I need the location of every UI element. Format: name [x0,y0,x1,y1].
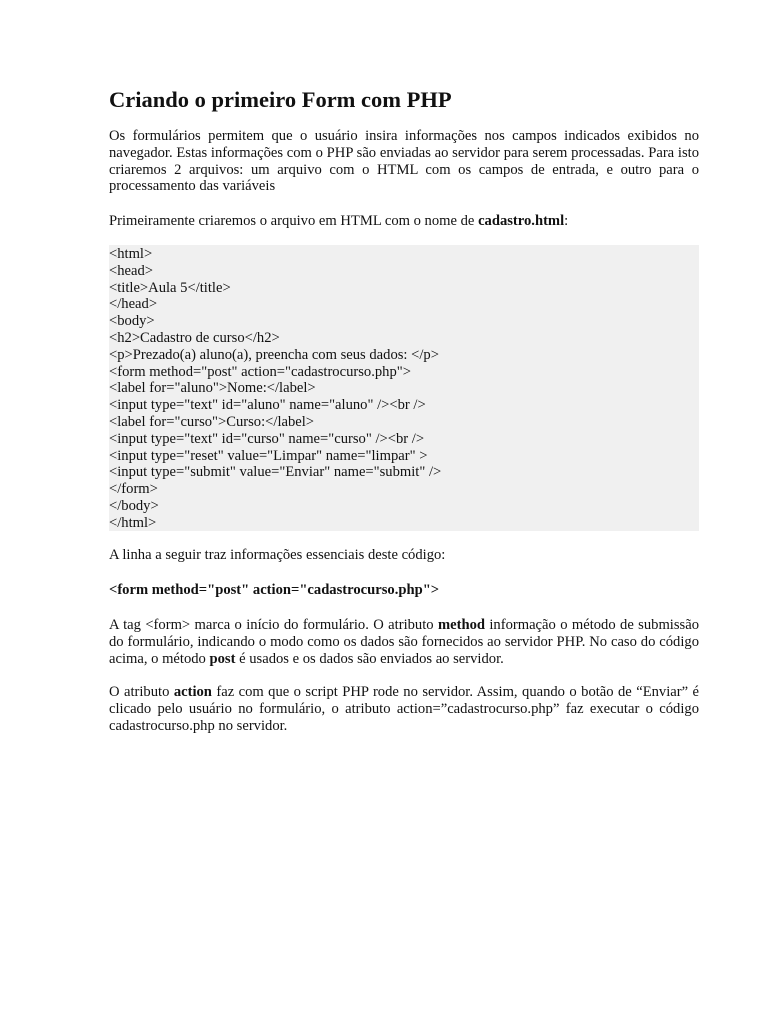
code-line: <input type="text" id="curso" name="curso" /><br /> [109,430,425,447]
code-line: </form> [109,481,158,498]
code-line: <p>Prezado(a) aluno(a), preencha com seus dados: </p> [109,346,439,363]
essentials-intro: A linha a seguir traz informações essenciais deste código: [109,547,446,563]
code-line: <input type="submit" value="Enviar" name="submit" /> [109,464,442,481]
code-line: </body> [109,497,159,514]
code-line: <h2>Cadastro de curso</h2> [109,329,280,346]
method-text-2: informação o método de submissão do formulário, indicando o modo como os dados são fornecidos ao servidor PHP. No caso do código acima, o método [109,617,699,667]
first-file-paragraph [109,213,699,230]
method-text-3: é usados e os dados são enviados ao servidor. [235,650,504,667]
action-text-1: O atributo [109,684,174,700]
code-line: <form method="post" action="cadastrocurso.php"> [109,363,411,380]
intro-paragraph: Os formulários permitem que o usuário insira informações nos campos indicados exibidos no navegador. Estas informações com o PHP são enviadas ao servidor para serem processadas. Para isto criaremos 2 arquivos: um arquivo com o HTML com os campos de entrada, e outro para o processamento das variáveis [109,128,699,195]
post-keyword: post [209,650,236,667]
code-line: <html> [109,246,153,262]
code-line: </head> [109,296,158,313]
code-line: <label for="aluno">Nome:</label> [109,380,316,397]
action-text-2: faz com que o script PHP rode no servidor. Assim, quando o botão de “Enviar” é clicado pelo usuário no formulário, o atributo action=”cadastrocurso.php” faz executar o código cadastrocurso.php no servidor. [109,684,699,734]
filename-label: cadastro.html [478,213,565,229]
code-line: <head> [109,262,154,279]
action-keyword: action [173,684,212,700]
code-line: <label for="curso">Curso:</label> [109,413,315,430]
first-file-text: Primeiramente criaremos o arquivo em HTML com o nome de [109,213,479,229]
form-tag-text: <form method="post" action="cadastrocurso.php"> [109,582,440,598]
code-block [109,245,699,531]
page-title: Criando o primeiro Form com PHP [109,87,452,112]
code-line: <title>Aula 5</title> [109,279,231,296]
method-keyword: method [437,617,485,633]
method-paragraph [109,617,699,667]
form-tag-line [109,582,699,599]
first-file-suffix: : [564,213,569,229]
code-line: <input type="reset" value="Limpar" name="limpar" > [109,447,428,464]
action-paragraph [109,684,699,734]
code-line: </html> [109,514,157,531]
code-line: <body> [109,313,155,330]
method-text-1: A tag <form> marca o início do formulário. O atributo [109,617,438,633]
code-line: <input type="text" id="aluno" name="aluno" /><br /> [109,397,426,414]
